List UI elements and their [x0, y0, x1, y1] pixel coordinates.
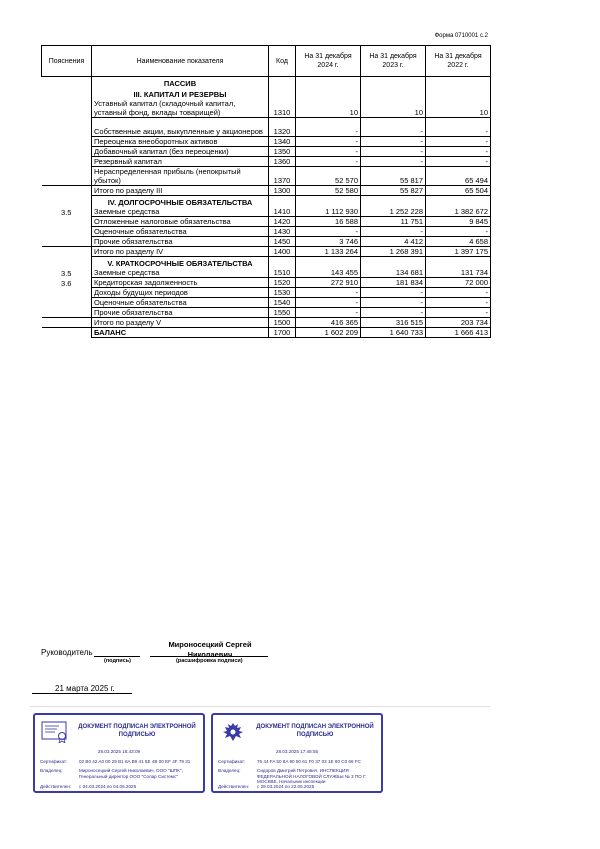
row-value-2023: - — [361, 227, 426, 237]
row-value-2022: - — [426, 298, 491, 308]
table-header — [42, 46, 491, 77]
certificate-icon — [41, 721, 69, 743]
table-row — [42, 137, 491, 147]
row-value-2024: - — [296, 227, 361, 237]
row-explanation — [42, 247, 92, 257]
row-explanation: 3.6 — [61, 278, 72, 288]
row-value-2022: 65 504 — [426, 186, 491, 196]
row-value-2022: 9 845 — [426, 217, 491, 227]
row-code: 1320 — [269, 118, 296, 137]
header-code: Код — [269, 46, 296, 77]
balance-sheet-table — [41, 45, 491, 338]
row-value-2022: - — [426, 157, 491, 167]
row-name: Прочие обязательства — [92, 237, 269, 247]
name-line — [150, 656, 268, 657]
date-line — [32, 693, 132, 694]
row-value-2023: 134 681 — [361, 268, 426, 278]
table-row — [42, 227, 491, 237]
row-code: 1400 — [269, 247, 296, 257]
stamp-2-valid: с 29.03.2024 по 22.06.2025 — [257, 784, 315, 789]
row-code: 1300 — [269, 186, 296, 196]
row-name: Прочие обязательства — [92, 308, 269, 318]
row-explanation — [42, 118, 92, 137]
row-value-2022: 4 658 — [426, 237, 491, 247]
stamp-1-timestamp: 28.03.2025 16:43:09 — [97, 749, 141, 754]
stamp-1-owner-label: Владелец: — [40, 768, 63, 773]
table-row — [42, 268, 491, 278]
table-row — [42, 207, 491, 217]
row-value-2022: 1 666 413 — [426, 328, 491, 338]
row-value-2023: 11 751 — [361, 217, 426, 227]
row-name: Заемные средства — [92, 268, 269, 278]
row-value-2023: 1 252 228 — [361, 207, 426, 217]
row-value-2023: 316 515 — [361, 318, 426, 328]
signer-name: Мироносецкий Сергей Николаевич — [168, 640, 252, 659]
row-explanation — [42, 288, 92, 298]
row-explanation — [42, 298, 92, 308]
row-explanation: 3.5 — [61, 207, 72, 217]
signature-line — [94, 656, 140, 657]
table-row — [42, 247, 491, 257]
table-row — [42, 217, 491, 227]
table-row — [42, 237, 491, 247]
row-value-2022: 65 494 — [426, 167, 491, 186]
section-4-title: IV. ДОЛГОСРОЧНЫЕ ОБЯЗАТЕЛЬСТВА — [92, 196, 269, 208]
table-row — [42, 288, 491, 298]
row-value-2024: 1 133 264 — [296, 247, 361, 257]
row-code: 1370 — [269, 167, 296, 186]
table-row — [42, 167, 491, 186]
row-explanation: 3.5 — [61, 268, 72, 278]
passive-title: ПАССИВ — [92, 77, 269, 89]
row-name: Итого по разделу V — [92, 318, 269, 328]
row-value-2023: 4 412 — [361, 237, 426, 247]
row-name: Резервный капитал — [92, 157, 269, 167]
row-value-2022: - — [426, 137, 491, 147]
row-name: Итого по разделу III — [92, 186, 269, 196]
stamp-2-title: ДОКУМЕНТ ПОДПИСАН ЭЛЕКТРОННОЙ ПОДПИСЬЮ — [256, 724, 374, 738]
row-value-2022: 1 397 175 — [426, 247, 491, 257]
stamp-1-valid: с 04.03.2024 по 04.06.2025 — [79, 784, 137, 789]
table-row — [42, 298, 491, 308]
row-value-2024: 143 455 — [296, 268, 361, 278]
row-name: Итого по разделу IV — [92, 247, 269, 257]
row-explanation — [42, 157, 92, 167]
row-value-2023: - — [361, 137, 426, 147]
stamp-2-owner-label: Владелец: — [218, 768, 241, 773]
stamp-2-valid-label: Действителен: — [218, 784, 250, 789]
header-indicator: Наименование показателя — [92, 46, 269, 77]
row-code: 1430 — [269, 227, 296, 237]
row-value-2022: 10 — [426, 99, 491, 118]
header-2024: На 31 декабря 2024 г. — [296, 46, 361, 77]
header-2022: На 31 декабря 2022 г. — [426, 46, 491, 77]
row-explanation — [42, 328, 92, 338]
row-value-2024: 272 910 — [296, 278, 361, 288]
row-name: Собственные акции, выкупленные у акционеров — [92, 118, 269, 137]
row-name: Отложенные налоговые обязательства — [92, 217, 269, 227]
row-value-2023: 181 834 — [361, 278, 426, 288]
row-value-2022: - — [426, 288, 491, 298]
row-value-2024: 16 588 — [296, 217, 361, 227]
row-value-2023: 55 817 — [361, 167, 426, 186]
signature-caption: (подпись) — [104, 658, 131, 664]
stamp-2-owner: Сидоров Дмитрий Петрович, ИНСПЕКЦИЯ ФЕДЕРАЛЬНОЙ НАЛОГОВОЙ СЛУЖБЫ № 3 ПО Г. МОСКВЕ, Начальник инспекции — [257, 768, 367, 784]
table-row — [42, 308, 491, 318]
row-explanation — [42, 137, 92, 147]
row-name: Оценочные обязательства — [92, 298, 269, 308]
row-value-2023: - — [361, 298, 426, 308]
row-explanation — [42, 237, 92, 247]
row-name: Доходы будущих периодов — [92, 288, 269, 298]
row-value-2022: - — [426, 118, 491, 137]
table-row — [42, 147, 491, 157]
row-code: 1450 — [269, 237, 296, 247]
row-code: 1700 — [269, 328, 296, 338]
row-code: 1500 — [269, 318, 296, 328]
table-row — [42, 118, 491, 137]
e-signature-stamp-2 — [211, 713, 383, 793]
row-value-2023: 1 268 391 — [361, 247, 426, 257]
stamp-2-timestamp: 28.03.2025 17:48:55 — [275, 749, 319, 754]
row-explanation — [42, 217, 92, 227]
row-code: 1510 — [269, 268, 296, 278]
header-2023: На 31 декабря 2023 г. — [361, 46, 426, 77]
row-code: 1340 — [269, 137, 296, 147]
row-value-2022: 72 000 — [426, 278, 491, 288]
row-value-2024: 1 112 930 — [296, 207, 361, 217]
name-caption: (расшифровка подписи) — [176, 658, 243, 664]
row-value-2023: - — [361, 118, 426, 137]
table-row — [42, 186, 491, 196]
row-explanation — [42, 147, 92, 157]
row-explanation — [42, 186, 92, 196]
stamp-2-cert: 76 44 FA 50 8A 90 50 61 F0 37 03 1E 80 C0 66 FC — [257, 759, 361, 764]
row-code: 1360 — [269, 157, 296, 167]
row-value-2022: 1 382 672 — [426, 207, 491, 217]
row-explanation — [42, 167, 92, 186]
row-value-2024: - — [296, 288, 361, 298]
row-value-2023: - — [361, 157, 426, 167]
table-row — [42, 328, 491, 338]
row-explanation — [42, 318, 92, 328]
stamp-1-cert-label: Сертификат: — [40, 759, 68, 764]
row-value-2024: 52 580 — [296, 186, 361, 196]
row-code: 1530 — [269, 288, 296, 298]
row-value-2023: 10 — [361, 99, 426, 118]
row-code: 1410 — [269, 207, 296, 217]
stamp-1-cert: 02 B0 42 A0 00 29 B1 8A B9 41 5E 4B 00 EF 4F 79 31 — [79, 759, 191, 764]
e-signature-stamp-1 — [33, 713, 205, 793]
form-code: Форма 0710001 с.2 — [434, 33, 488, 39]
row-name: БАЛАНС — [92, 328, 269, 338]
signature-role: Руководитель — [41, 648, 93, 657]
divider — [30, 706, 490, 707]
emblem-icon — [219, 721, 247, 743]
row-value-2023: - — [361, 288, 426, 298]
row-value-2024: - — [296, 157, 361, 167]
row-value-2022: - — [426, 147, 491, 157]
table-row — [42, 278, 491, 288]
row-name: Заемные средства — [92, 207, 269, 217]
row-code: 1350 — [269, 147, 296, 157]
row-explanation — [42, 99, 92, 118]
row-value-2024: 52 570 — [296, 167, 361, 186]
row-code: 1520 — [269, 278, 296, 288]
row-value-2024: 1 602 209 — [296, 328, 361, 338]
row-value-2024: - — [296, 308, 361, 318]
row-value-2022: 203 734 — [426, 318, 491, 328]
stamp-1-title: ДОКУМЕНТ ПОДПИСАН ЭЛЕКТРОННОЙ ПОДПИСЬЮ — [78, 724, 196, 738]
stamp-1-owner: Мироносецкий Сергей Николаевич, ООО "ШПК", Генеральный директор ООО "Солар Системс" — [79, 768, 183, 779]
row-name: Кредиторская задолженность — [92, 278, 269, 288]
row-value-2022: 131 734 — [426, 268, 491, 278]
row-value-2024: 3 746 — [296, 237, 361, 247]
row-value-2022: - — [426, 308, 491, 318]
row-value-2023: - — [361, 308, 426, 318]
row-value-2024: - — [296, 137, 361, 147]
row-code: 1420 — [269, 217, 296, 227]
stamp-2-cert-label: Сертификат: — [218, 759, 246, 764]
signature-date: 21 марта 2025 г. — [55, 684, 115, 693]
row-explanation — [42, 227, 92, 237]
row-value-2022: - — [426, 227, 491, 237]
row-value-2023: 55 827 — [361, 186, 426, 196]
row-value-2024: - — [296, 298, 361, 308]
row-value-2023: - — [361, 147, 426, 157]
row-name: Добавочный капитал (без переоценки) — [92, 147, 269, 157]
row-code: 1540 — [269, 298, 296, 308]
row-name: Уставный капитал (складочный капитал, уставный фонд, вклады товарищей) — [92, 99, 269, 118]
row-value-2024: - — [296, 118, 361, 137]
table-row — [42, 157, 491, 167]
row-value-2023: 1 640 733 — [361, 328, 426, 338]
stamp-1-valid-label: Действителен: — [40, 784, 72, 789]
section-5-title: V. КРАТКОСРОЧНЫЕ ОБЯЗАТЕЛЬСТВА — [92, 257, 269, 269]
row-value-2024: 416 365 — [296, 318, 361, 328]
row-name: Оценочные обязательства — [92, 227, 269, 237]
row-value-2024: 10 — [296, 99, 361, 118]
row-code: 1550 — [269, 308, 296, 318]
row-code: 1310 — [269, 99, 296, 118]
row-name: Переоценка внеоборотных активов — [92, 137, 269, 147]
row-explanation — [42, 308, 92, 318]
row-name: Нераспределенная прибыль (непокрытый убыток) — [92, 167, 269, 186]
header-explanations: Пояснения — [42, 46, 92, 77]
section-3-title: III. КАПИТАЛ И РЕЗЕРВЫ — [92, 88, 269, 99]
table-row — [42, 318, 491, 328]
row-value-2024: - — [296, 147, 361, 157]
table-row — [42, 99, 491, 118]
